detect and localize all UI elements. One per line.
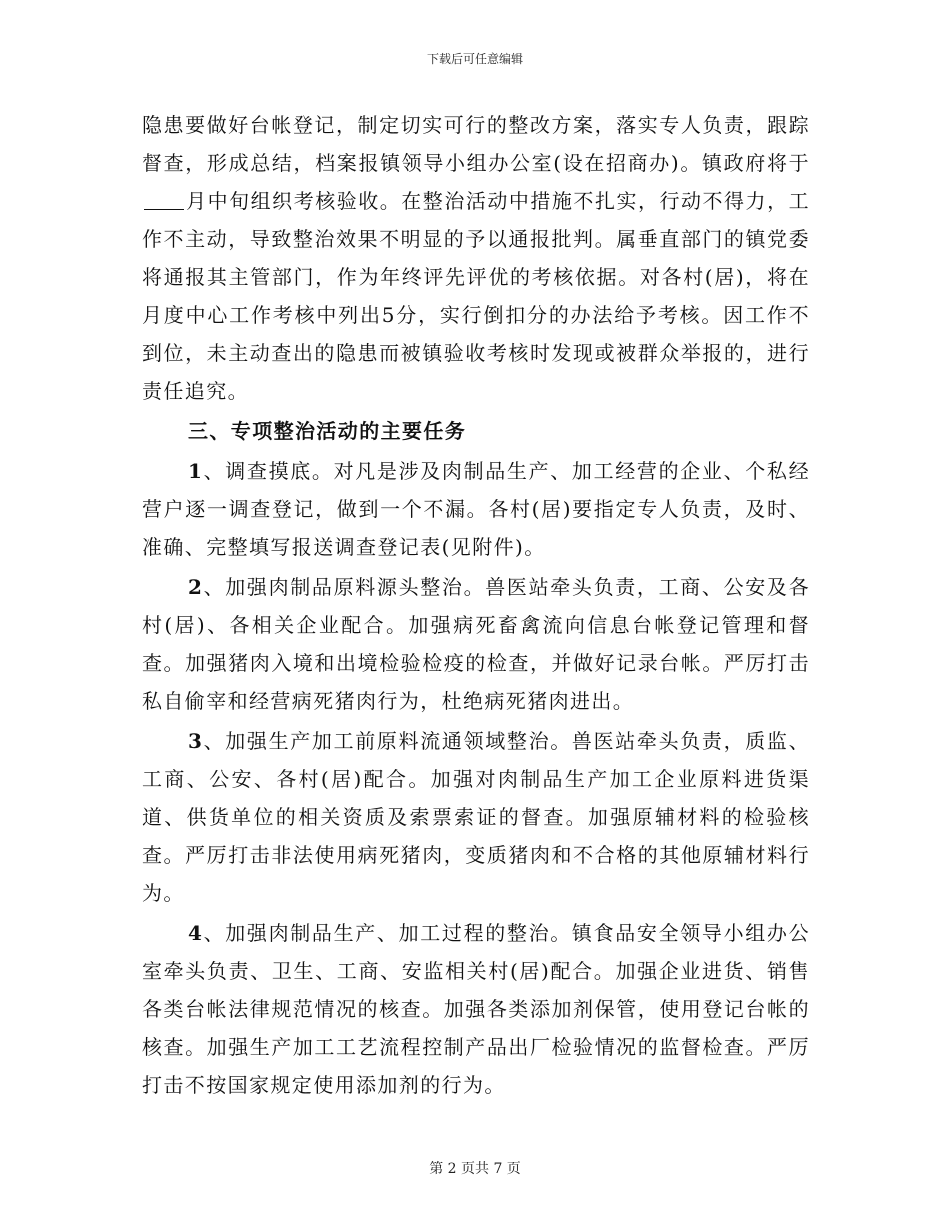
task-item-4	[142, 914, 810, 1104]
document-body	[142, 106, 810, 1104]
task-item-2	[142, 568, 810, 720]
item-text: 、加强肉制品原料源头整治。兽医站牵头负责，工商、公安及各村(居)、各相关企业配合。加强病死畜禽流向信息台帐登记管理和督查。加强猪肉入境和出境检验检疫的检查，并做好记录台帐。严厉打击私自偷宰和经营病死猪肉行为，杜绝病死猪肉进出。	[142, 575, 810, 713]
item-number: 3	[188, 729, 204, 753]
fill-in-blank	[144, 189, 184, 210]
item-number: 1	[188, 459, 204, 483]
task-item-3	[142, 722, 810, 912]
paragraph-text-part-1: 隐患要做好台帐登记，制定切实可行的整改方案，落实专人负责，跟踪督查，形成总结，档案报镇领导小组办公室(设在招商办)。镇政府将于	[142, 113, 810, 175]
item-text: 、加强生产加工前原料流通领域整治。兽医站牵头负责，质监、工商、公安、各村(居)配合。加强对肉制品生产加工企业原料进货渠道、供货单位的相关资质及索票索证的督查。加强原辅材料的检验核查。严厉打击非法使用病死猪肉，变质猪肉和不合格的其他原辅材料行为。	[142, 729, 810, 905]
item-number: 2	[188, 575, 204, 599]
page-header: 下载后可任意编辑	[426, 52, 523, 66]
paragraph-continuation	[142, 106, 810, 410]
paragraph-text-part-2: 月中旬组织考核验收。在整治活动中措施不扎实，行动不得力，工作不主动，导致整治效果不明显的予以通报批判。属垂直部门的镇党委将通报其主管部门，作为年终评先评优的考核依据。对各村(居)，将在月度中心工作考核中列出5分，实行倒扣分的办法给予考核。因工作不到位，未主动查出的隐患而被镇验收考核时发现或被群众举报的，进行责任追究。	[142, 189, 810, 403]
task-item-1	[142, 452, 810, 566]
item-number: 4	[188, 921, 204, 945]
item-text: 、加强肉制品生产、加工过程的整治。镇食品安全领导小组办公室牵头负责、卫生、工商、安监相关村(居)配合。加强企业进货、销售各类台帐法律规范情况的核查。加强各类添加剂保管，使用登记台帐的核查。加强生产加工工艺流程控制产品出厂检验情况的监督检查。严厉打击不按国家规定使用添加剂的行为。	[142, 921, 810, 1097]
page-footer: 第 2 页共 7 页	[429, 1161, 521, 1177]
section-heading: 三、专项整治活动的主要任务	[188, 419, 467, 443]
item-text: 、调查摸底。对凡是涉及肉制品生产、加工经营的企业、个私经营户逐一调查登记，做到一个不漏。各村(居)要指定专人负责，及时、准确、完整填写报送调查登记表(见附件)。	[142, 459, 810, 559]
